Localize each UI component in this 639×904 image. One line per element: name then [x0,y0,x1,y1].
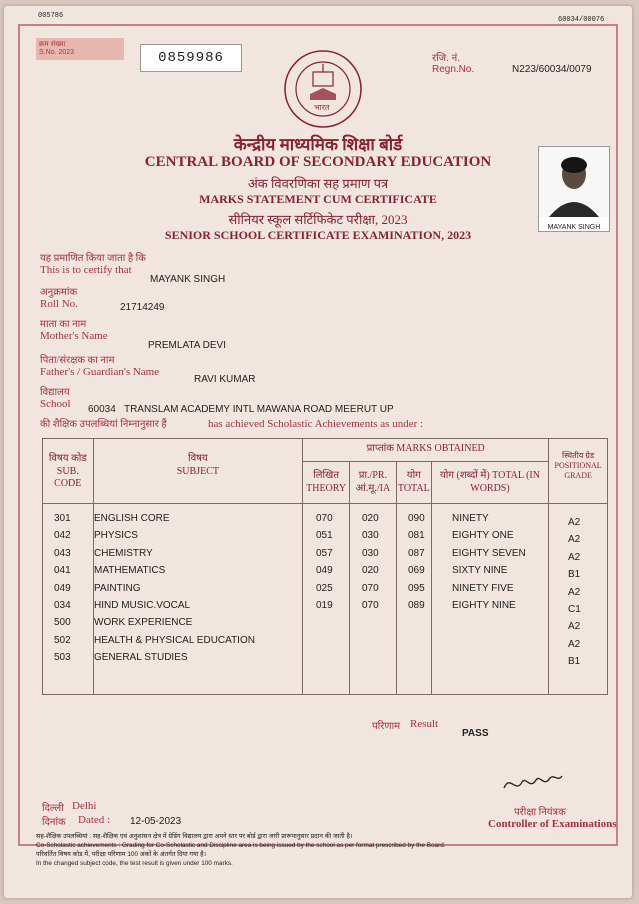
student-name: MAYANK SINGH [150,274,226,285]
cell-code: 502 [54,634,71,646]
title-english: CENTRAL BOARD OF SECONDARY EDUCATION [144,154,492,170]
header-theory: लिखित THEORY [303,462,350,504]
cell-grade: A2 [568,586,581,598]
footnote-3: परिवर्तित विषय कोड में, परीक्षा परिणाम 100 अंकों के अंतर्गत दिया गया है। [36,851,206,858]
cell-subject: WORK EXPERIENCE [94,617,193,629]
roll-number: 21714249 [120,302,165,313]
place-en: Delhi [72,800,97,812]
controller-signature-icon [500,770,564,798]
result-label-en: Result [410,718,439,730]
cell-code: 503 [54,652,71,664]
school-hi: विद्यालय [40,387,70,398]
cell-words: EIGHTY ONE [452,530,514,542]
roll-hi: अनुक्रमांक [40,287,78,298]
roll-en: Roll No. [40,298,78,310]
cell-code: 041 [54,565,71,577]
serial-stamp: क्रम संख्या S.No. 2023 [36,38,124,60]
cell-subject: HIND MUSIC.VOCAL [94,600,191,611]
cell-grade: A2 [568,621,581,633]
cell-words: NINETY [452,513,489,524]
document-number: 0859986 [140,44,242,72]
cell-total: 095 [408,582,425,594]
cell-theory: 051 [316,530,333,542]
top-right-number: 60034/00076 [558,16,605,24]
certify-en: This is to certify that [40,264,132,276]
dated-en: Dated : [78,814,111,826]
cell-code: 500 [54,617,71,629]
marksheet [4,6,632,898]
father-hi: पिता/संरक्षक का नाम [40,355,115,366]
cell-total: 081 [408,530,425,542]
cell-theory: 049 [316,565,333,577]
cell-theory: 057 [316,547,333,559]
cell-words: EIGHTY SEVEN [452,547,526,559]
dated-hi: दिनांक [42,817,66,828]
father-en: Father's / Guardian's Name [40,366,160,378]
mother-name: PREMLATA DEVI [148,340,226,351]
top-serial: 005786 [38,12,64,20]
cell-total: 090 [408,513,425,524]
cell-total: 089 [408,600,425,611]
subtitle-hindi: अंक विवरणिका सह प्रमाण पत्र [247,176,389,191]
cell-grade: A2 [568,534,581,546]
mother-hi: माता का नाम [40,319,87,330]
school-name: 60034 TRANSLAM ACADEMY INTL MAWANA ROAD MEERUT UP [88,404,394,415]
cell-grade: A2 [568,517,581,528]
cell-total: 069 [408,565,425,577]
cell-total: 087 [408,547,425,559]
controller-en: Controller of Examinations [488,818,617,830]
school-en: School [40,398,71,410]
regn-label-en: Regn.No. [432,64,475,75]
cell-ia: 030 [362,547,379,559]
achieved-en: has achieved Scholastic Achievements as under : [208,418,424,430]
cell-code: 043 [54,547,71,559]
footnote-4: In the changed subject code, the test result is given under 100 marks. [36,860,233,867]
subtitle-english: MARKS STATEMENT CUM CERTIFICATE [199,192,437,206]
cell-subject: PAINTING [94,582,141,594]
regn-number: N223/60034/0079 [512,64,592,75]
cell-words: SIXTY NINE [452,565,508,577]
cell-words: EIGHTY NINE [452,600,516,611]
controller-hi: परीक्षा नियंत्रक [514,807,566,818]
cell-ia: 020 [362,513,379,524]
title-hindi: केन्द्रीय माध्यमिक शिक्षा बोर्ड [233,135,403,154]
result-label-hi: परिणाम [372,721,401,732]
cell-subject: PHYSICS [94,530,138,542]
result-value: PASS [462,728,489,739]
cell-subject: MATHEMATICS [94,565,166,577]
cell-code: 301 [54,513,71,524]
exam-english: SENIOR SCHOOL CERTIFICATE EXAMINATION, 2023 [164,228,472,242]
mother-en: Mother's Name [40,330,108,342]
cell-theory: 025 [316,582,333,594]
header-total: योग TOTAL [396,462,431,504]
header-code: विषय कोड SUB. CODE [43,439,94,504]
cell-ia: 030 [362,530,379,542]
cell-grade: B1 [568,656,581,668]
header-subject: विषय SUBJECT [93,439,303,504]
cell-grade: C1 [568,604,581,615]
certify-hi: यह प्रमाणित किया जाता है कि [40,253,146,264]
exam-hindi: सीनियर स्कूल सर्टिफिकेट परीक्षा, 2023 [228,212,408,227]
cell-code: 042 [54,530,71,542]
header-marks-obtained: प्राप्तांक MARKS OBTAINED [303,439,549,462]
cell-words: NINETY FIVE [452,582,514,594]
issue-date: 12-05-2023 [130,816,182,827]
header-ia: प्रा./PR. आं.मू./IA [350,462,397,504]
cell-theory: 019 [316,600,333,611]
cell-subject: HEALTH & PHYSICAL EDUCATION [94,634,255,646]
cell-subject: GENERAL STUDIES [94,652,188,664]
footnote-1: सह-शैक्षिक उपलब्धियां : सह-शैक्षिक एवं अनुशासन क्षेत्र में ग्रेडिंग विद्यालय द्वारा अपने स्तर पर बोर्ड द्वारा जारी प्रारूपानुसार प्रदान की जाती है। [36,833,353,840]
cell-grade: B1 [568,569,581,581]
cell-grade: A2 [568,638,581,650]
father-name: RAVI KUMAR [194,374,256,385]
cell-theory: 070 [316,513,333,524]
cell-code: 034 [54,600,71,611]
student-portrait-icon [539,147,609,217]
photo-caption: MAYANK SINGH [547,224,601,231]
achieved-hi: की शैक्षिक उपलब्धियां निम्नानुसार हैं [40,419,167,430]
header-grade: स्थितीय ग्रेड POSITIONAL GRADE [549,439,608,504]
header-total-words: योग (शब्दों में) TOTAL (IN WORDS) [431,462,548,504]
emblem-label: भारत [314,103,330,112]
cell-ia: 070 [362,600,379,611]
cell-ia: 070 [362,582,379,594]
footnotes [36,832,616,868]
cell-ia: 020 [362,565,379,577]
cell-subject: ENGLISH CORE [94,513,170,524]
student-photo [538,146,610,232]
footnote-2: Co-Scholastic achievements : Grading for Co-Scholastic and Discipline area is being issued by the school as per format prescribed by the Board. [36,842,446,849]
cell-grade: A2 [568,551,581,563]
cell-code: 049 [54,582,71,594]
place-hi: दिल्ली [42,803,64,814]
cell-subject: CHEMISTRY [94,547,153,559]
regn-label-hi: रजि. नं. [432,53,460,64]
cbse-emblem-icon [282,48,364,130]
